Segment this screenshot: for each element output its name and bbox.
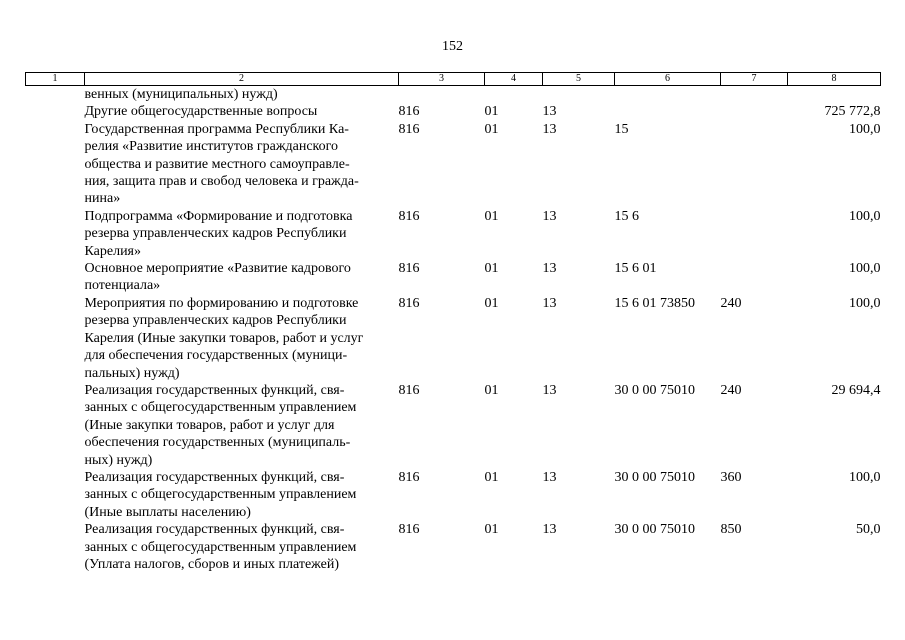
- row-amount: 100,0: [849, 261, 881, 277]
- row-amount: 50,0: [856, 522, 881, 538]
- row-admin: 816: [398, 522, 420, 538]
- row-section: 01: [484, 104, 499, 120]
- row-name: Другие общегосударственные вопросы: [84, 104, 318, 120]
- row-name: венных (муниципальных) нужд): [84, 87, 278, 102]
- row-expense: [721, 86, 788, 104]
- row-name: Основное мероприятие «Развитие кадрового потенциала»: [84, 261, 351, 294]
- budget-table: [25, 72, 881, 573]
- table-row: [26, 469, 881, 521]
- row-target: 30 0 00 75010: [614, 522, 695, 538]
- row-admin: 816: [398, 469, 420, 485]
- column-header: 8: [788, 73, 881, 86]
- row-section: 01: [484, 295, 499, 311]
- table-row: [26, 103, 881, 120]
- row-expense: 360: [720, 469, 742, 485]
- row-target: 15: [614, 121, 629, 137]
- table-row: [26, 382, 881, 469]
- row-name: Реализация государственных функций, свя- занных с общегосударственным управлением (Иные закупки товаров, работ и услуг для обеспечения государственных (муниципаль- ных) нужд): [84, 382, 357, 468]
- column-header: 7: [721, 73, 788, 86]
- row-name: Подпрограмма «Формирование и подготовка резерва управленческих кадров Республики Карелия»: [84, 208, 353, 259]
- column-header: 2: [85, 73, 399, 86]
- table-row: [26, 121, 881, 208]
- row-target: 15 6 01: [614, 261, 657, 277]
- row-expense: [721, 260, 788, 295]
- table-row: [26, 208, 881, 260]
- row-amount: 100,0: [849, 295, 881, 311]
- column-header: 5: [543, 73, 615, 86]
- row-expense: [721, 103, 788, 120]
- row-amount: 725 772,8: [824, 104, 881, 120]
- header-row: [26, 73, 881, 86]
- row-amount: 100,0: [849, 121, 881, 137]
- row-section: 01: [484, 208, 499, 224]
- row-subsection: 13: [542, 261, 557, 277]
- table-row: [26, 295, 881, 382]
- row-name: Мероприятия по формированию и подготовке резерва управленческих кадров Республики Карелия (Иные закупки товаров, работ и услуг для обеспечения государственных (муници- пальных) нужд): [84, 295, 364, 381]
- row-expense: 850: [720, 522, 742, 538]
- row-subsection: 13: [542, 382, 557, 398]
- column-header: 3: [399, 73, 485, 86]
- column-header: 1: [26, 73, 85, 86]
- row-target: 15 6: [614, 208, 639, 224]
- row-expense: 240: [720, 295, 742, 311]
- row-target: [615, 103, 721, 120]
- table-row: [26, 86, 881, 104]
- row-admin: 816: [398, 382, 420, 398]
- row-name: Государственная программа Республики Ка- релия «Развитие институтов гражданского общества и развитие местного самоуправле- ния, защита прав и свобод человека и гражда- нина»: [84, 121, 359, 207]
- row-subsection: 13: [542, 208, 557, 224]
- row-admin: 816: [398, 295, 420, 311]
- row-subsection: 13: [542, 121, 557, 137]
- table-row: [26, 521, 881, 573]
- row-name: Реализация государственных функций, свя- занных с общегосударственным управлением (Иные выплаты населению): [84, 469, 357, 520]
- table-row: [26, 260, 881, 295]
- row-section: 01: [484, 469, 499, 485]
- row-target: [615, 86, 721, 104]
- row-section: 01: [484, 382, 499, 398]
- row-admin: 816: [398, 104, 420, 120]
- row-amount: 100,0: [849, 208, 881, 224]
- table-header: [26, 73, 881, 86]
- row-target: 30 0 00 75010: [614, 382, 695, 398]
- row-expense: 240: [720, 382, 742, 398]
- row-amount: [788, 86, 881, 104]
- row-admin: 816: [398, 261, 420, 277]
- row-admin: 816: [398, 121, 420, 137]
- row-subsection: 13: [542, 469, 557, 485]
- row-subsection: 13: [542, 522, 557, 538]
- row-name: Реализация государственных функций, свя- занных с общегосударственным управлением (Уплата налогов, сборов и иных платежей): [84, 522, 357, 572]
- row-amount: 100,0: [849, 469, 881, 485]
- row-amount: 29 694,4: [831, 382, 881, 398]
- page-number: 152: [442, 39, 463, 54]
- row-section: 01: [484, 261, 499, 277]
- table-body: [26, 86, 881, 574]
- row-subsection: 13: [542, 295, 557, 311]
- row-subsection: 13: [542, 104, 557, 120]
- column-header: 4: [485, 73, 543, 86]
- row-subsection: [543, 86, 615, 104]
- row-admin: [399, 86, 485, 104]
- column-header: 6: [615, 73, 721, 86]
- row-target: 30 0 00 75010: [614, 469, 695, 485]
- row-section: 01: [484, 522, 499, 538]
- row-target: 15 6 01 73850: [614, 295, 695, 311]
- row-section: [485, 86, 543, 104]
- row-section: 01: [484, 121, 499, 137]
- row-expense: [721, 208, 788, 260]
- row-admin: 816: [398, 208, 420, 224]
- row-expense: [721, 121, 788, 208]
